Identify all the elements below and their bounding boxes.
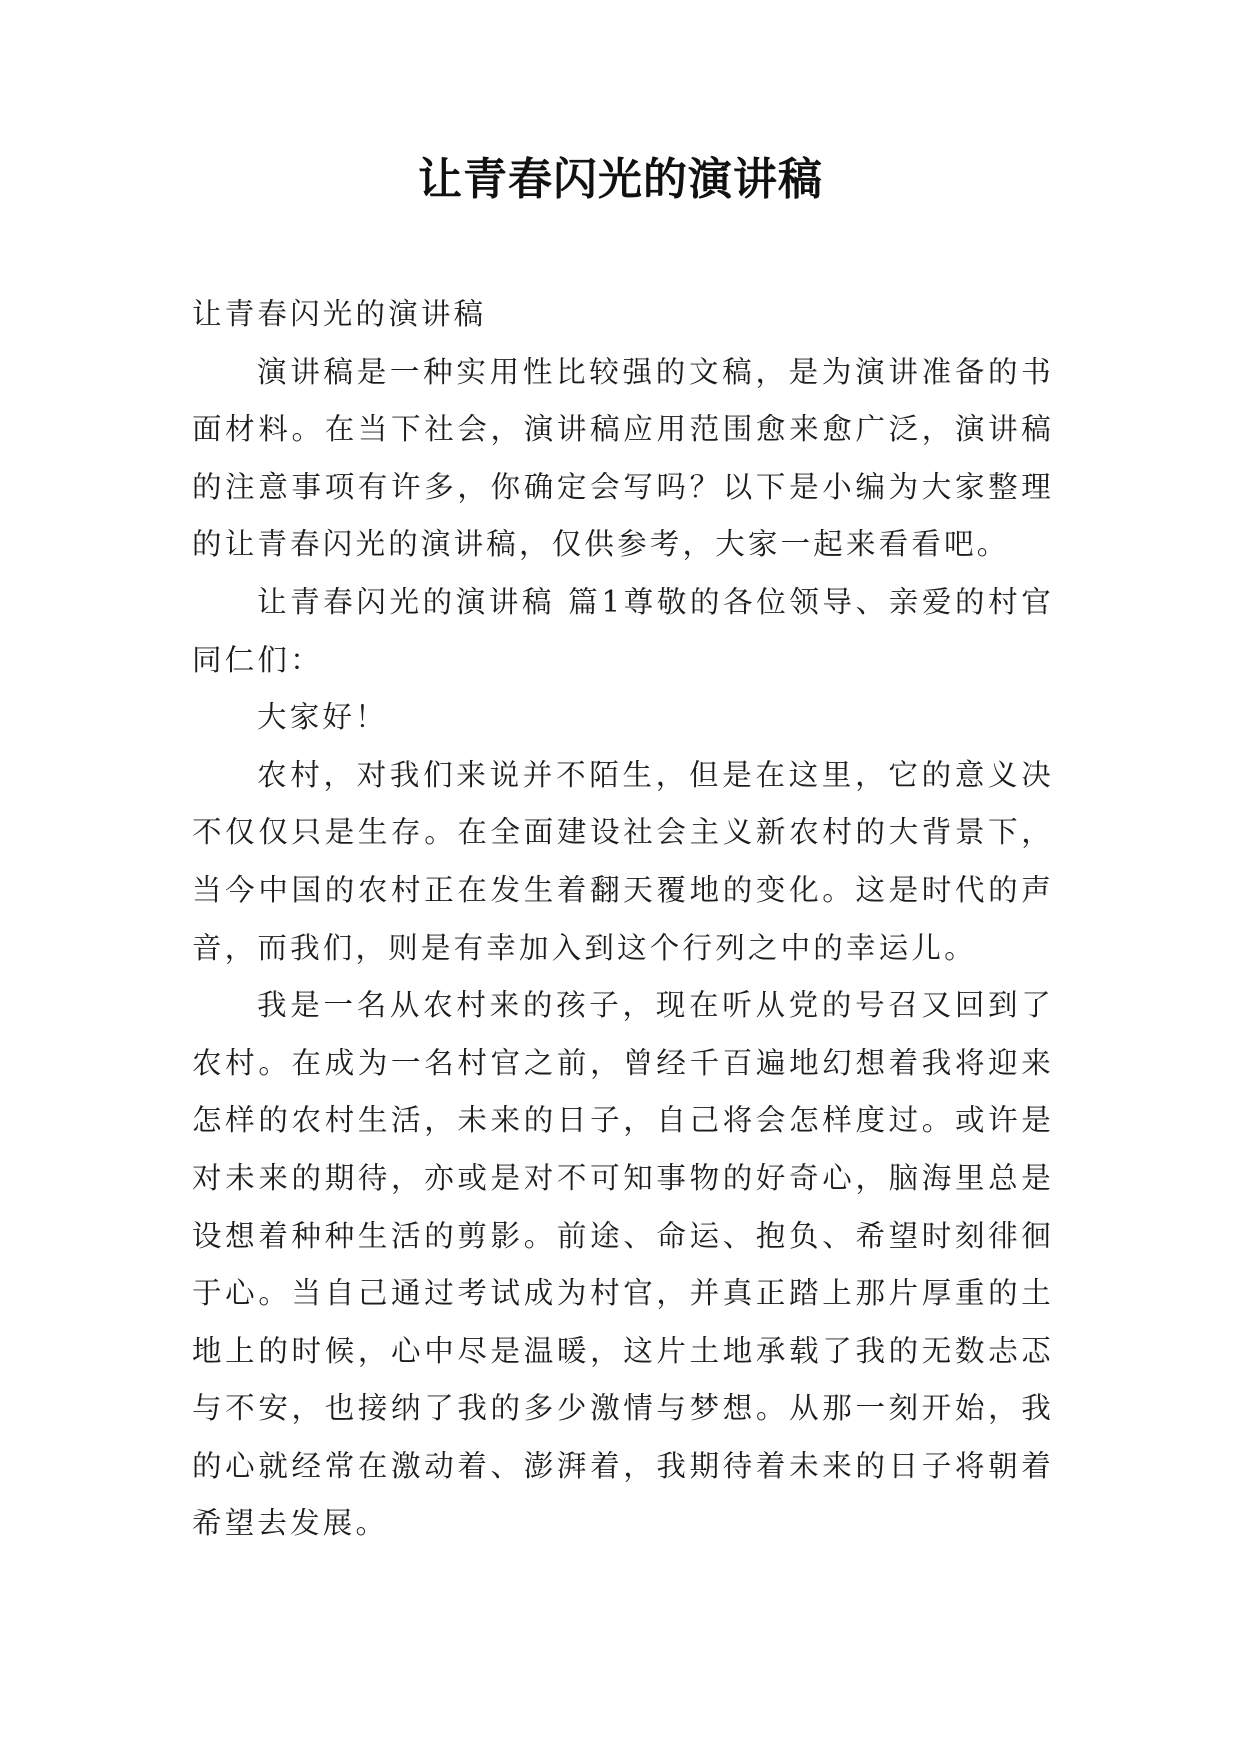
paragraph-salutation: 让青春闪光的演讲稿 篇1尊敬的各位领导、亲爱的村官同仁们： xyxy=(192,584,1054,677)
paragraph-greeting: 大家好！ xyxy=(257,700,388,735)
document-title: 让青春闪光的演讲稿 xyxy=(418,154,823,205)
paragraph-personal: 我是一名从农村来的孩子，现在听从党的号召又回到了农村。在成为一名村官之前，曾经千百遍地幻想着我将迎来怎样的农村生活，未来的日子，自己将会怎样度过。或许是对未来的期待，亦或是对不可知事物的好奇心，脑海里总是设想着种种生活的剪影。前途、命运、抱负、希望时刻徘徊于心。当自己通过考试成为村官，并真正踏上那片厚重的土地上的时候，心中尽是温暖，这片土地承载了我的无数忐忑与不安，也接纳了我的多少激情与梦想。从那一刻开始，我的心就经常在激动着、澎湃着，我期待着未来的日子将朝着希望去发展。 xyxy=(192,988,1054,1541)
paragraph-countryside: 农村，对我们来说并不陌生，但是在这里，它的意义决不仅仅只是生存。在全面建设社会主义新农村的大背景下，当今中国的农村正在发生着翻天覆地的变化。这是时代的声音，而我们，则是有幸加入到这个行列之中的幸运儿。 xyxy=(192,757,1054,965)
paragraph-intro: 演讲稿是一种实用性比较强的文稿，是为演讲准备的书面材料。在当下社会，演讲稿应用范围愈来愈广泛，演讲稿的注意事项有许多，你确定会写吗？以下是小编为大家整理的让青春闪光的演讲稿，仅供参考，大家一起来看看吧。 xyxy=(192,354,1054,562)
document-subtitle: 让青春闪光的演讲稿 xyxy=(192,297,487,331)
document-body xyxy=(192,286,1054,1553)
